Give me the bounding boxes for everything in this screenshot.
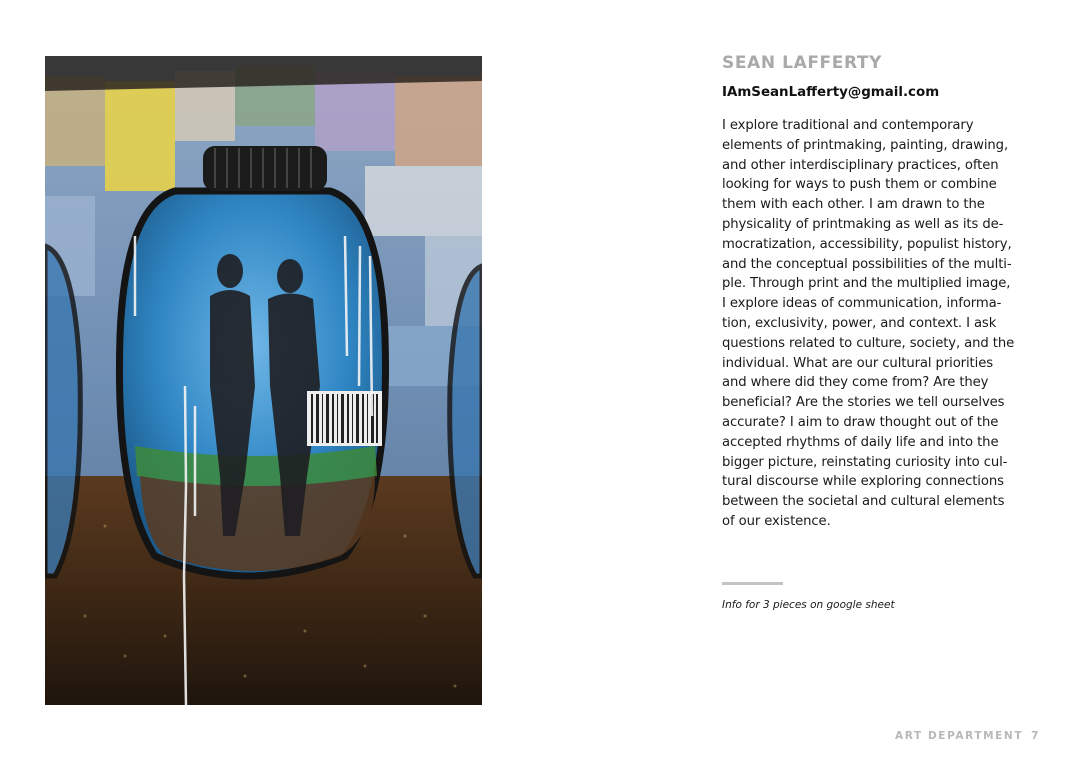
info-note: Info for 3 pieces on google sheet xyxy=(722,599,895,611)
statement-line: and the conceptual possibilities of the multi- xyxy=(722,256,1012,272)
statement-line: them with each other. I am drawn to the xyxy=(722,197,985,213)
statement-line: accepted rhythms of daily life and into the xyxy=(722,434,999,450)
statement-line: mocratization, accessibility, populist history, xyxy=(722,236,1012,252)
painting-jar-silhouettes-icon xyxy=(45,56,482,705)
statement-line: tion, exclusivity, power, and context. I ask xyxy=(722,315,997,331)
footer-department: ART DEPARTMENT xyxy=(895,730,1024,742)
page-number: 7 xyxy=(1031,730,1040,742)
statement-line: individual. What are our cultural priorities xyxy=(722,355,993,371)
statement-line: of our existence. xyxy=(722,513,831,529)
statement-line: tural discourse while exploring connections xyxy=(722,474,1004,490)
page-footer xyxy=(895,730,1040,742)
statement-line: I explore ideas of communication, informa- xyxy=(722,296,1002,312)
statement-line: ple. Through print and the multiplied image, xyxy=(722,276,1011,292)
statement-line: between the societal and cultural elements xyxy=(722,494,1005,510)
statement-line: and other interdisciplinary practices, often xyxy=(722,157,999,173)
statement-line: bigger picture, reinstating curiosity into cul- xyxy=(722,454,1008,470)
statement-line: beneficial? Are the stories we tell ourselves xyxy=(722,395,1005,411)
statement-line: physicality of printmaking as well as its de- xyxy=(722,216,1004,232)
artist-email[interactable]: IAmSeanLafferty@gmail.com xyxy=(722,85,940,100)
artwork-image xyxy=(45,56,482,705)
artist-name: SEAN LAFFERTY xyxy=(722,53,883,73)
statement-line: elements of printmaking, painting, drawing, xyxy=(722,137,1009,153)
artist-info-column xyxy=(722,52,1044,532)
section-divider xyxy=(722,582,783,585)
statement-line: and where did they come from? Are they xyxy=(722,375,989,391)
artist-statement xyxy=(722,116,1044,532)
statement-line: questions related to culture, society, and the xyxy=(722,335,1015,351)
statement-line: I explore traditional and contemporary xyxy=(722,118,974,133)
statement-line: looking for ways to push them or combine xyxy=(722,177,997,193)
statement-line: accurate? I aim to draw thought out of the xyxy=(722,414,999,430)
